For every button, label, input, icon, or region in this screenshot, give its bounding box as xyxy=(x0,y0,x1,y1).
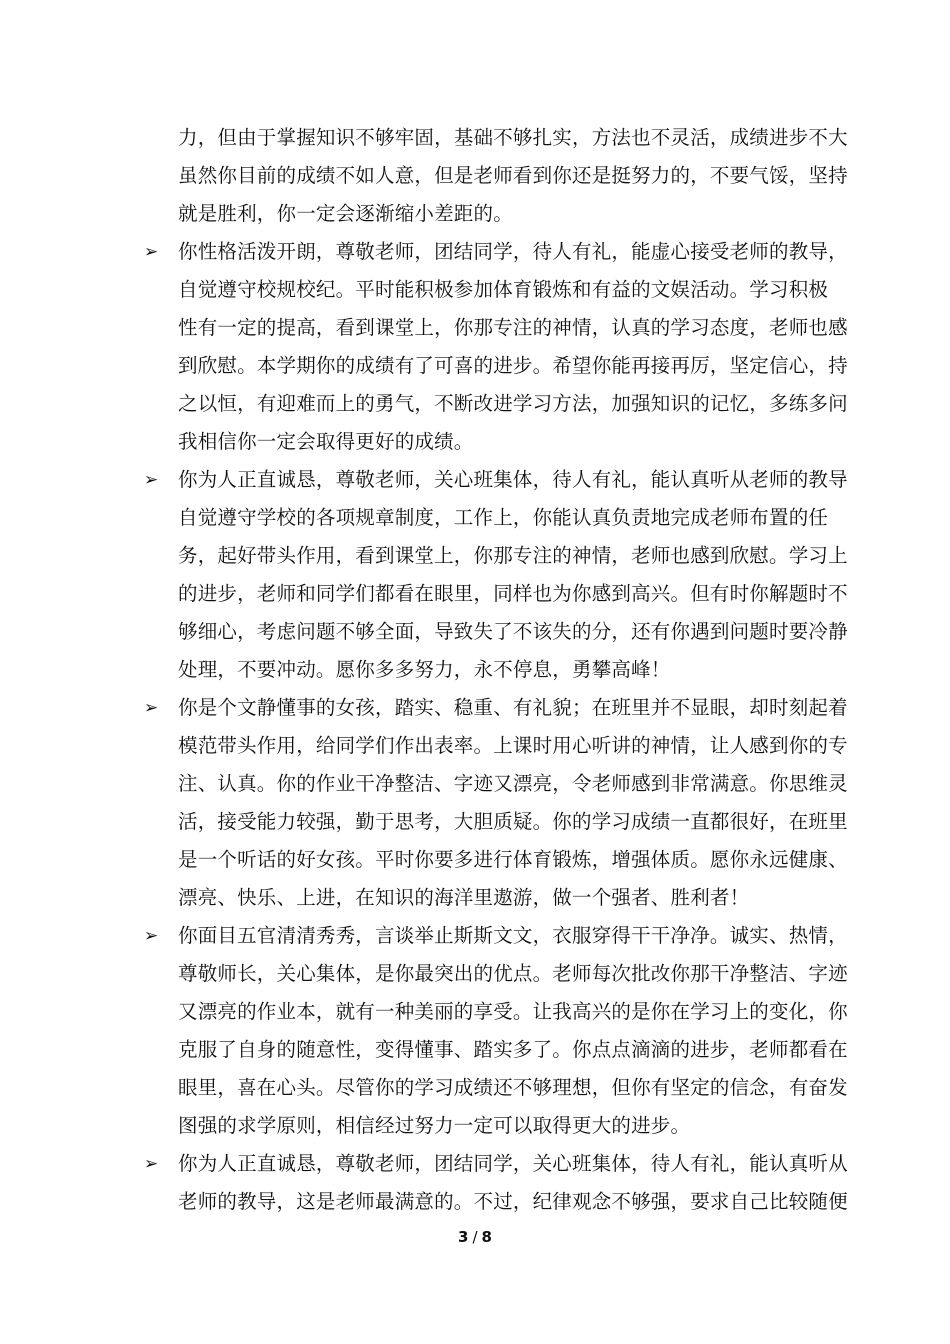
paragraph-line: 漂亮、快乐、上进，在知识的海洋里遨游，做一个强者、胜利者！ xyxy=(178,886,750,909)
paragraph-line: 我相信你一定会取得更好的成绩。 xyxy=(178,430,474,453)
paragraph-line: 务，起好带头作用，看到课堂上，你那专注的神情，老师也感到欣慰。学习上 xyxy=(178,544,848,567)
paragraph-line: 活，接受能力较强，勤于思考，大胆质疑。你的学习成绩一直都很好，在班里 xyxy=(178,810,848,833)
paragraph-line: 克服了自身的随意性，变得懂事、踏实多了。你点点滴滴的进步，老师都看在 xyxy=(178,1038,848,1061)
bullet-arrow-icon: ➢ xyxy=(144,470,159,490)
paragraph-line: 够细心，考虑问题不够全面，导致失了不该失的分，还有你遇到问题时要冷静 xyxy=(178,620,848,643)
bullet-arrow-icon: ➢ xyxy=(144,1154,159,1174)
page-number xyxy=(0,1225,950,1249)
bullet-arrow-icon: ➢ xyxy=(144,698,159,718)
paragraph-line: 自觉遵守校规校纪。平时能积极参加体育锻炼和有益的文娱活动。学习积极 xyxy=(178,278,829,301)
paragraph-line: 注、认真。你的作业干净整洁、字迹又漂亮，令老师感到非常满意。你思维灵 xyxy=(178,772,848,795)
paragraph-line: 老师的教导，这是老师最满意的。不过，纪律观念不够强，要求自己比较随便 xyxy=(178,1190,848,1213)
bullet-arrow-icon: ➢ xyxy=(144,242,159,262)
paragraph-line: 性有一定的提高，看到课堂上，你那专注的神情，认真的学习态度，老师也感 xyxy=(178,316,848,339)
paragraph-line: 你面目五官清清秀秀，言谈举止斯斯文文，衣服穿得干干净净。诚实、热情， xyxy=(178,924,848,947)
page-separator: / xyxy=(472,1228,478,1246)
paragraph-line: 你是个文静懂事的女孩，踏实、稳重、有礼貌；在班里并不显眼，却时刻起着 xyxy=(178,696,848,719)
paragraph-line: 自觉遵守学校的各项规章制度，工作上，你能认真负责地完成老师布置的任 xyxy=(178,506,829,529)
total-pages: 8 xyxy=(481,1228,492,1246)
paragraph-line: 处理，不要冲动。愿你多多努力，永不停息，勇攀高峰！ xyxy=(178,658,671,681)
paragraph-line: 就是胜利，你一定会逐渐缩小差距的。 xyxy=(178,202,513,225)
paragraph-line: 你为人正直诚恳，尊敬老师，团结同学，关心班集体，待人有礼，能认真听从 xyxy=(178,1152,848,1175)
paragraph-line: 到欣慰。本学期你的成绩有了可喜的进步。希望你能再接再厉，坚定信心，持 xyxy=(178,354,848,377)
paragraph-line: 模范带头作用，给同学们作出表率。上课时用心听讲的神情，让人感到你的专 xyxy=(178,734,848,757)
current-page: 3 xyxy=(458,1228,469,1246)
paragraph-line: 你性格活泼开朗，尊敬老师，团结同学，待人有礼，能虚心接受老师的教导， xyxy=(178,240,848,263)
paragraph-line: 虽然你目前的成绩不如人意，但是老师看到你还是挺努力的，不要气馁，坚持 xyxy=(178,164,848,187)
paragraph-line: 你为人正直诚恳，尊敬老师，关心班集体，待人有礼，能认真听从老师的教导 xyxy=(178,468,848,491)
paragraph-line: 之以恒，有迎难而上的勇气，不断改进学习方法，加强知识的记忆，多练多问 xyxy=(178,392,848,415)
paragraph-line: 的进步，老师和同学们都看在眼里，同样也为你感到高兴。但有时你解题时不 xyxy=(178,582,848,605)
paragraph-line: 尊敬师长，关心集体，是你最突出的优点。老师每次批改你那干净整洁、字迹 xyxy=(178,962,848,985)
paragraph-line: 又漂亮的作业本，就有一种美丽的享受。让我高兴的是你在学习上的变化，你 xyxy=(178,1000,848,1023)
paragraph-line: 力，但由于掌握知识不够牢固，基础不够扎实，方法也不灵活，成绩进步不大 xyxy=(178,126,848,149)
paragraph-line: 眼里，喜在心头。尽管你的学习成绩还不够理想，但你有坚定的信念，有奋发 xyxy=(178,1076,848,1099)
bullet-arrow-icon: ➢ xyxy=(144,926,159,946)
paragraph-line: 是一个听话的好女孩。平时你要多进行体育锻炼，增强体质。愿你永远健康、 xyxy=(178,848,848,871)
paragraph-line: 图强的求学原则，相信经过努力一定可以取得更大的进步。 xyxy=(178,1114,691,1137)
